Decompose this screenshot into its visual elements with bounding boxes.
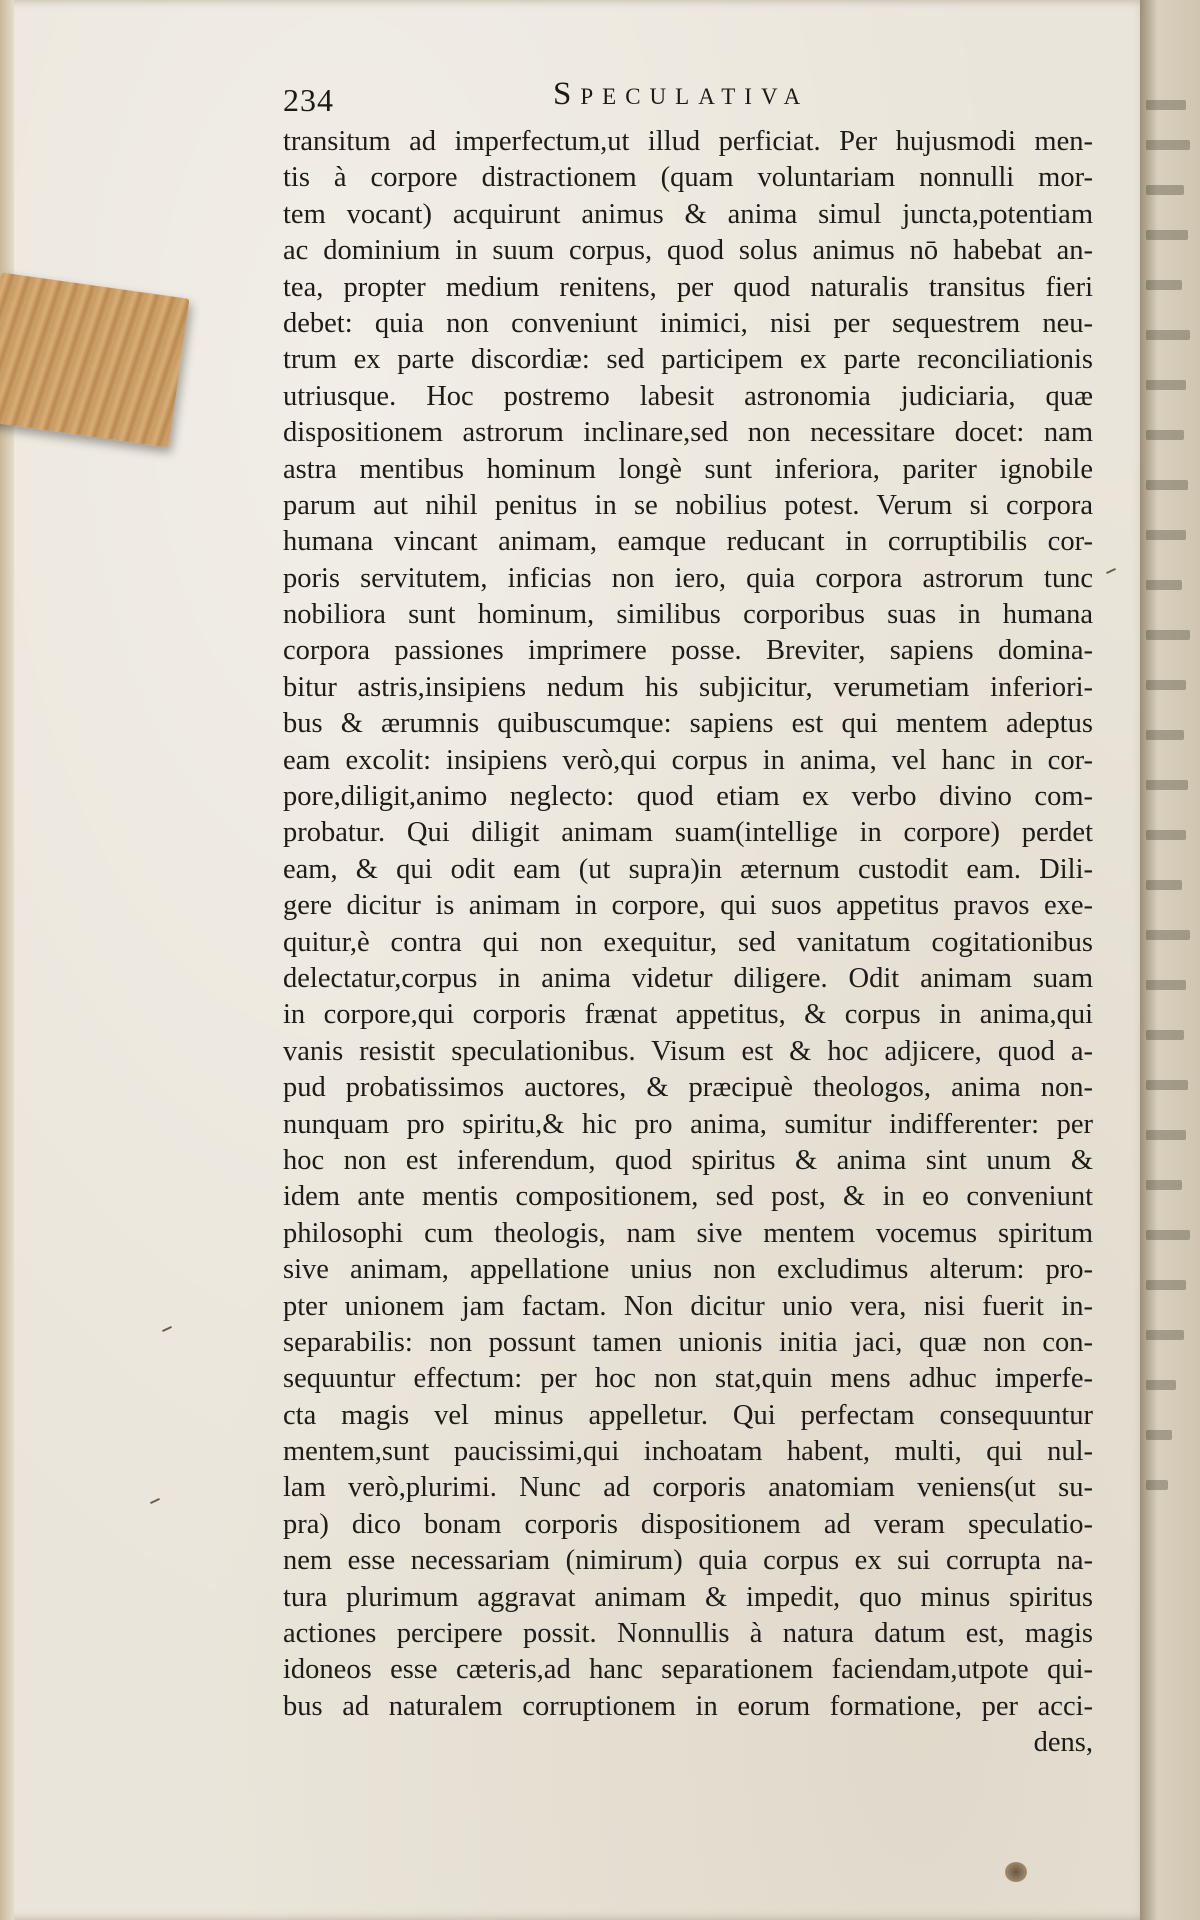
text-line: mentem,sunt paucissimi,qui inchoatam habent, multi, qui nul-: [283, 1436, 1093, 1468]
ink-mark: [162, 1326, 172, 1332]
text-line: ac dominium in suum corpus, quod solus animus nō habebat an-: [283, 235, 1093, 267]
bleed-through-line: [1146, 380, 1186, 390]
text-line: dispositionem astrorum inclinare,sed non necessitare docet: nam: [283, 417, 1093, 449]
paper-stain: [1005, 1862, 1027, 1882]
bleed-through-line: [1146, 1280, 1186, 1290]
text-line: humana vincant animam, eamque reducant in corruptibilis cor-: [283, 526, 1093, 558]
text-line: transitum ad imperfectum,ut illud perficiat. Per hujusmodi men-: [283, 126, 1093, 157]
bleed-through-line: [1146, 100, 1186, 110]
text-line: philosophi cum theologis, nam sive mentem vocemus spiritum: [283, 1217, 1093, 1249]
text-line: parum aut nihil penitus in se nobilius potest. Verum si corpora: [283, 489, 1093, 521]
text-line: tem vocant) acquirunt animus & anima simul juncta,potentiam: [283, 198, 1093, 230]
bleed-through-line: [1146, 580, 1182, 590]
page-number: 234: [283, 82, 334, 118]
bleed-through-line: [1146, 980, 1186, 990]
bleed-through-line: [1146, 680, 1186, 690]
text-line: pra) dico bonam corporis dispositionem ad veram speculatio-: [283, 1508, 1093, 1540]
text-line: debet: quia non conveniunt inimici, nisi per sequestrem neu-: [283, 307, 1093, 339]
body-text: [283, 124, 1093, 1762]
text-line: pter unionem jam factam. Non dicitur unio vera, nisi fuerit in-: [283, 1290, 1093, 1322]
bleed-through-line: [1146, 280, 1182, 290]
bleed-through-line: [1146, 140, 1190, 150]
text-line: bus ad naturalem corruptionem in eorum formatione, per acci-: [283, 1690, 1093, 1722]
bleed-through-line: [1146, 1330, 1184, 1340]
text-line: pud probatissimos auctores, & præcipuè theologos, anima non-: [283, 1072, 1093, 1104]
text-line: delectatur,corpus in anima videtur diligere. Odit animam suam: [283, 962, 1093, 994]
catchword: dens,: [1033, 1727, 1093, 1759]
text-line: gere dicitur is animam in corpore, qui suos appetitus pravos exe-: [283, 890, 1093, 922]
text-line: pore,diligit,animo neglecto: quod etiam ex verbo divino com-: [283, 781, 1093, 813]
bleed-through-line: [1146, 430, 1184, 440]
text-line: eam excolit: insipiens verò,qui corpus in anima, vel hanc in cor-: [283, 744, 1093, 776]
text-line: tis à corpore distractionem (quam voluntariam nonnulli mor-: [283, 162, 1093, 194]
text-line: lam verò,plurimi. Nunc ad corporis anatomiam veniens(ut su-: [283, 1472, 1093, 1504]
bleed-through-line: [1146, 1130, 1186, 1140]
bleed-through-line: [1146, 1080, 1188, 1090]
text-line: vanis resistit speculationibus. Visum est & hoc adjicere, quod a-: [283, 1035, 1093, 1067]
bleed-through-line: [1146, 1380, 1176, 1390]
bleed-through-line: [1146, 530, 1186, 540]
text-line: probatur. Qui diligit animam suam(intellige in corpore) perdet: [283, 817, 1093, 849]
bleed-through-line: [1146, 1480, 1168, 1490]
text-line: eam, & qui odit eam (ut supra)in æternum custodit eam. Dili-: [283, 853, 1093, 885]
facing-page-edge: [1140, 0, 1200, 1920]
text-line: nobiliora sunt hominum, similibus corporibus suas in humana: [283, 599, 1093, 631]
ink-mark: [150, 1498, 160, 1504]
text-line: tura plurimum aggravat animam & impedit, quo minus spiritus: [283, 1581, 1093, 1613]
text-line: poris servitutem, inficias non iero, quia corpora astrorum tunc: [283, 562, 1093, 594]
bleed-through-line: [1146, 730, 1184, 740]
text-line: cta magis vel minus appelletur. Qui perfectam consequuntur: [283, 1399, 1093, 1431]
text-line: bus & ærumnis quibuscumque: sapiens est qui mentem adeptus: [283, 708, 1093, 740]
bleed-through-line: [1146, 1230, 1190, 1240]
wooden-page-holder: [0, 273, 190, 448]
bleed-through-line: [1146, 930, 1190, 940]
bleed-through-line: [1146, 1030, 1184, 1040]
text-line: tea, propter medium renitens, per quod naturalis transitus fieri: [283, 271, 1093, 303]
bleed-through-line: [1146, 880, 1182, 890]
ink-mark: [1106, 568, 1116, 574]
text-line: astra mentibus hominum longè sunt inferiora, pariter ignobile: [283, 453, 1093, 485]
text-line: nem esse necessariam (nimirum) quia corpus ex sui corrupta na-: [283, 1545, 1093, 1577]
text-line: nunquam pro spiritu,& hic pro anima, sumitur indifferenter: per: [283, 1108, 1093, 1140]
text-line: separabilis: non possunt tamen unionis initia jaci, quæ non con-: [283, 1326, 1093, 1358]
bleed-through-line: [1146, 185, 1184, 195]
text-line: quitur,è contra qui non exequitur, sed vanitatum cogitationibus: [283, 926, 1093, 958]
text-line: sequuntur effectum: per hoc non stat,quin mens adhuc imperfe-: [283, 1363, 1093, 1395]
text-line: utriusque. Hoc postremo labesit astronomia judiciaria, quæ: [283, 380, 1093, 412]
page-header: [283, 76, 1093, 120]
text-line: idem ante mentis compositionem, sed post, & in eo conveniunt: [283, 1181, 1093, 1213]
text-line: bitur astris,insipiens nedum his subjicitur, verumetiam inferiori-: [283, 671, 1093, 703]
text-line: sive animam, appellatione unius non excludimus alterum: pro-: [283, 1254, 1093, 1286]
running-title: Speculativa: [553, 76, 810, 112]
bleed-through-line: [1146, 780, 1188, 790]
text-line: corpora passiones imprimere posse. Breviter, sapiens domina-: [283, 635, 1093, 667]
text-line: hoc non est inferendum, quod spiritus & anima sint unum &: [283, 1144, 1093, 1176]
bleed-through-line: [1146, 630, 1190, 640]
text-line: trum ex parte discordiæ: sed participem ex parte reconciliationis: [283, 344, 1093, 376]
bleed-through-line: [1146, 330, 1190, 340]
bleed-through-line: [1146, 1430, 1172, 1440]
text-line: actiones percipere possit. Nonnullis à natura datum est, magis: [283, 1618, 1093, 1650]
text-line: in corpore,qui corporis frænat appetitus, & corpus in anima,qui: [283, 999, 1093, 1031]
bleed-through-line: [1146, 230, 1188, 240]
text-line: idoneos esse cæteris,ad hanc separationem faciendam,utpote qui-: [283, 1654, 1093, 1686]
bleed-through-line: [1146, 1180, 1182, 1190]
bleed-through-line: [1146, 480, 1188, 490]
bleed-through-line: [1146, 830, 1186, 840]
